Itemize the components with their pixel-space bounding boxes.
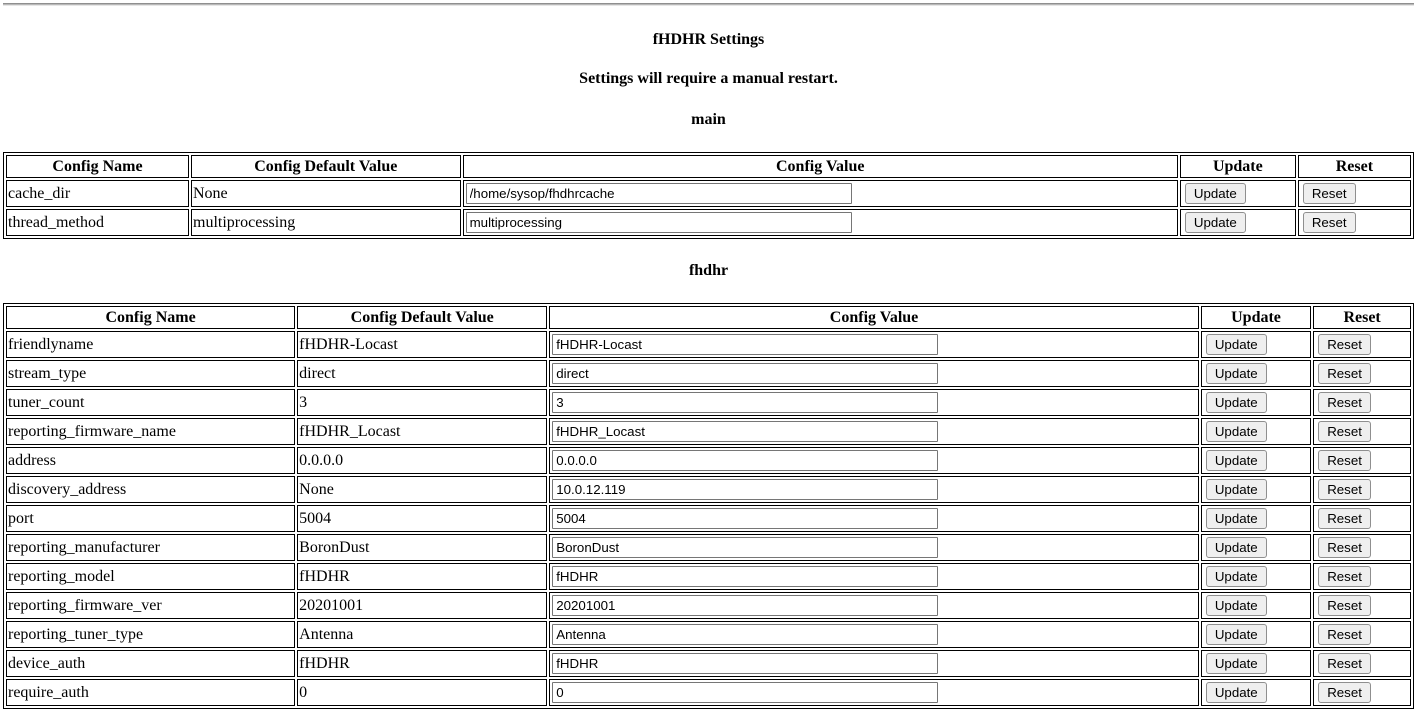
config-table xyxy=(3,303,1414,709)
reset-button[interactable]: Reset xyxy=(1318,392,1371,413)
reset-cell xyxy=(1313,563,1411,590)
reset-cell xyxy=(1313,505,1411,532)
reset-button[interactable]: Reset xyxy=(1318,537,1371,558)
config-value-cell xyxy=(549,563,1199,590)
reset-cell xyxy=(1298,180,1411,207)
config-row xyxy=(6,360,1411,387)
section-heading: main xyxy=(691,111,726,128)
update-cell xyxy=(1201,592,1311,619)
reset-cell xyxy=(1313,650,1411,677)
reset-button[interactable]: Reset xyxy=(1318,334,1371,355)
update-button[interactable]: Update xyxy=(1206,479,1267,500)
config-value-input[interactable] xyxy=(552,508,938,529)
settings-section xyxy=(3,262,1414,709)
config-default-value-cell: fHDHR xyxy=(297,563,547,590)
config-value-input[interactable] xyxy=(466,183,852,204)
config-name-cell: device_auth xyxy=(6,650,295,677)
reset-button[interactable]: Reset xyxy=(1318,624,1371,645)
column-header-config-value: Config Value xyxy=(463,155,1178,178)
update-cell xyxy=(1201,447,1311,474)
column-header-config-name: Config Name xyxy=(6,306,295,329)
config-row xyxy=(6,476,1411,503)
reset-button[interactable]: Reset xyxy=(1318,421,1371,442)
config-default-value-cell: multiprocessing xyxy=(191,209,461,236)
update-button[interactable]: Update xyxy=(1206,653,1267,674)
reset-button[interactable]: Reset xyxy=(1303,212,1356,233)
page-subtitle: Settings will require a manual restart. xyxy=(579,70,838,87)
update-button[interactable]: Update xyxy=(1206,566,1267,587)
config-value-input[interactable] xyxy=(552,421,938,442)
config-row xyxy=(6,418,1411,445)
config-value-cell xyxy=(463,180,1178,207)
settings-section xyxy=(3,111,1414,239)
config-row xyxy=(6,621,1411,648)
reset-cell xyxy=(1313,360,1411,387)
config-row xyxy=(6,534,1411,561)
update-button[interactable]: Update xyxy=(1185,212,1246,233)
reset-button[interactable]: Reset xyxy=(1318,363,1371,384)
section-heading: fhdhr xyxy=(688,262,729,279)
reset-cell xyxy=(1313,679,1411,706)
reset-cell xyxy=(1313,621,1411,648)
config-default-value-cell: fHDHR xyxy=(297,650,547,677)
config-name-cell: reporting_firmware_ver xyxy=(6,592,295,619)
update-cell xyxy=(1201,650,1311,677)
reset-button[interactable]: Reset xyxy=(1318,566,1371,587)
config-name-cell: address xyxy=(6,447,295,474)
update-button[interactable]: Update xyxy=(1206,624,1267,645)
config-name-cell: cache_dir xyxy=(6,180,189,207)
config-default-value-cell: direct xyxy=(297,360,547,387)
update-button[interactable]: Update xyxy=(1206,421,1267,442)
config-default-value-cell: 0.0.0.0 xyxy=(297,447,547,474)
update-cell xyxy=(1201,621,1311,648)
config-default-value-cell: None xyxy=(297,476,547,503)
update-cell xyxy=(1180,180,1296,207)
config-default-value-cell: fHDHR-Locast xyxy=(297,331,547,358)
settings-sections xyxy=(3,111,1414,709)
config-name-cell: reporting_tuner_type xyxy=(6,621,295,648)
update-button[interactable]: Update xyxy=(1206,537,1267,558)
reset-button[interactable]: Reset xyxy=(1318,450,1371,471)
config-row xyxy=(6,563,1411,590)
reset-button[interactable]: Reset xyxy=(1318,682,1371,703)
update-button[interactable]: Update xyxy=(1206,508,1267,529)
config-row xyxy=(6,679,1411,706)
config-value-cell xyxy=(549,418,1199,445)
reset-cell xyxy=(1313,592,1411,619)
config-row xyxy=(6,505,1411,532)
config-row xyxy=(6,389,1411,416)
config-value-cell xyxy=(549,389,1199,416)
config-value-cell xyxy=(549,534,1199,561)
reset-cell xyxy=(1313,331,1411,358)
config-value-input[interactable] xyxy=(552,392,938,413)
update-button[interactable]: Update xyxy=(1206,450,1267,471)
reset-cell xyxy=(1313,534,1411,561)
config-default-value-cell: Antenna xyxy=(297,621,547,648)
config-default-value-cell: 3 xyxy=(297,389,547,416)
config-value-input[interactable] xyxy=(552,479,938,500)
reset-button[interactable]: Reset xyxy=(1318,508,1371,529)
config-default-value-cell: BoronDust xyxy=(297,534,547,561)
config-default-value-cell: None xyxy=(191,180,461,207)
config-default-value-cell: 5004 xyxy=(297,505,547,532)
config-value-input[interactable] xyxy=(552,566,938,587)
update-cell xyxy=(1201,476,1311,503)
config-value-input[interactable] xyxy=(552,653,938,674)
config-row xyxy=(6,447,1411,474)
config-value-cell xyxy=(549,679,1199,706)
config-value-input[interactable] xyxy=(552,450,938,471)
column-header-reset: Reset xyxy=(1298,155,1411,178)
reset-button[interactable]: Reset xyxy=(1303,183,1356,204)
reset-cell xyxy=(1313,447,1411,474)
config-name-cell: require_auth xyxy=(6,679,295,706)
config-value-input[interactable] xyxy=(552,537,938,558)
config-name-cell: reporting_manufacturer xyxy=(6,534,295,561)
config-row xyxy=(6,331,1411,358)
config-name-cell: stream_type xyxy=(6,360,295,387)
update-cell xyxy=(1201,505,1311,532)
config-name-cell: reporting_firmware_name xyxy=(6,418,295,445)
update-cell xyxy=(1180,209,1296,236)
column-header-update: Update xyxy=(1201,306,1311,329)
reset-cell xyxy=(1298,209,1411,236)
config-value-input[interactable] xyxy=(552,334,938,355)
config-default-value-cell: 0 xyxy=(297,679,547,706)
reset-cell xyxy=(1313,476,1411,503)
config-value-cell xyxy=(549,505,1199,532)
update-cell xyxy=(1201,389,1311,416)
reset-button[interactable]: Reset xyxy=(1318,479,1371,500)
config-row xyxy=(6,209,1411,236)
table-header-row xyxy=(6,306,1411,329)
config-name-cell: tuner_count xyxy=(6,389,295,416)
update-button[interactable]: Update xyxy=(1206,682,1267,703)
config-name-cell: port xyxy=(6,505,295,532)
column-header-config-name: Config Name xyxy=(6,155,189,178)
page-title: fHDHR Settings xyxy=(652,31,765,48)
config-default-value-cell: fHDHR_Locast xyxy=(297,418,547,445)
config-row xyxy=(6,650,1411,677)
config-value-cell xyxy=(549,447,1199,474)
column-header-config-value: Config Value xyxy=(549,306,1199,329)
config-value-cell xyxy=(463,209,1178,236)
reset-button[interactable]: Reset xyxy=(1318,595,1371,616)
reset-button[interactable]: Reset xyxy=(1318,653,1371,674)
update-cell xyxy=(1201,360,1311,387)
config-name-cell: reporting_model xyxy=(6,563,295,590)
update-button[interactable]: Update xyxy=(1206,334,1267,355)
column-header-update: Update xyxy=(1180,155,1296,178)
config-default-value-cell: 20201001 xyxy=(297,592,547,619)
config-name-cell: thread_method xyxy=(6,209,189,236)
config-value-input[interactable] xyxy=(552,595,938,616)
top-divider xyxy=(3,3,1414,6)
config-value-input[interactable] xyxy=(466,212,852,233)
reset-cell xyxy=(1313,418,1411,445)
update-button[interactable]: Update xyxy=(1206,392,1267,413)
config-value-input[interactable] xyxy=(552,363,938,384)
config-value-cell xyxy=(549,476,1199,503)
table-header-row xyxy=(6,155,1411,178)
update-button[interactable]: Update xyxy=(1185,183,1246,204)
config-row xyxy=(6,180,1411,207)
config-value-cell xyxy=(549,360,1199,387)
update-button[interactable]: Update xyxy=(1206,595,1267,616)
config-value-cell xyxy=(549,621,1199,648)
update-cell xyxy=(1201,679,1311,706)
config-value-cell xyxy=(549,650,1199,677)
config-row xyxy=(6,592,1411,619)
config-value-cell xyxy=(549,592,1199,619)
config-table xyxy=(3,152,1414,239)
config-value-input[interactable] xyxy=(552,624,938,645)
update-cell xyxy=(1201,563,1311,590)
update-cell xyxy=(1201,418,1311,445)
update-cell xyxy=(1201,331,1311,358)
reset-cell xyxy=(1313,389,1411,416)
config-value-cell xyxy=(549,331,1199,358)
column-header-config-default-value: Config Default Value xyxy=(297,306,547,329)
config-name-cell: discovery_address xyxy=(6,476,295,503)
config-name-cell: friendlyname xyxy=(6,331,295,358)
update-button[interactable]: Update xyxy=(1206,363,1267,384)
config-value-input[interactable] xyxy=(552,682,938,703)
update-cell xyxy=(1201,534,1311,561)
column-header-reset: Reset xyxy=(1313,306,1411,329)
column-header-config-default-value: Config Default Value xyxy=(191,155,461,178)
